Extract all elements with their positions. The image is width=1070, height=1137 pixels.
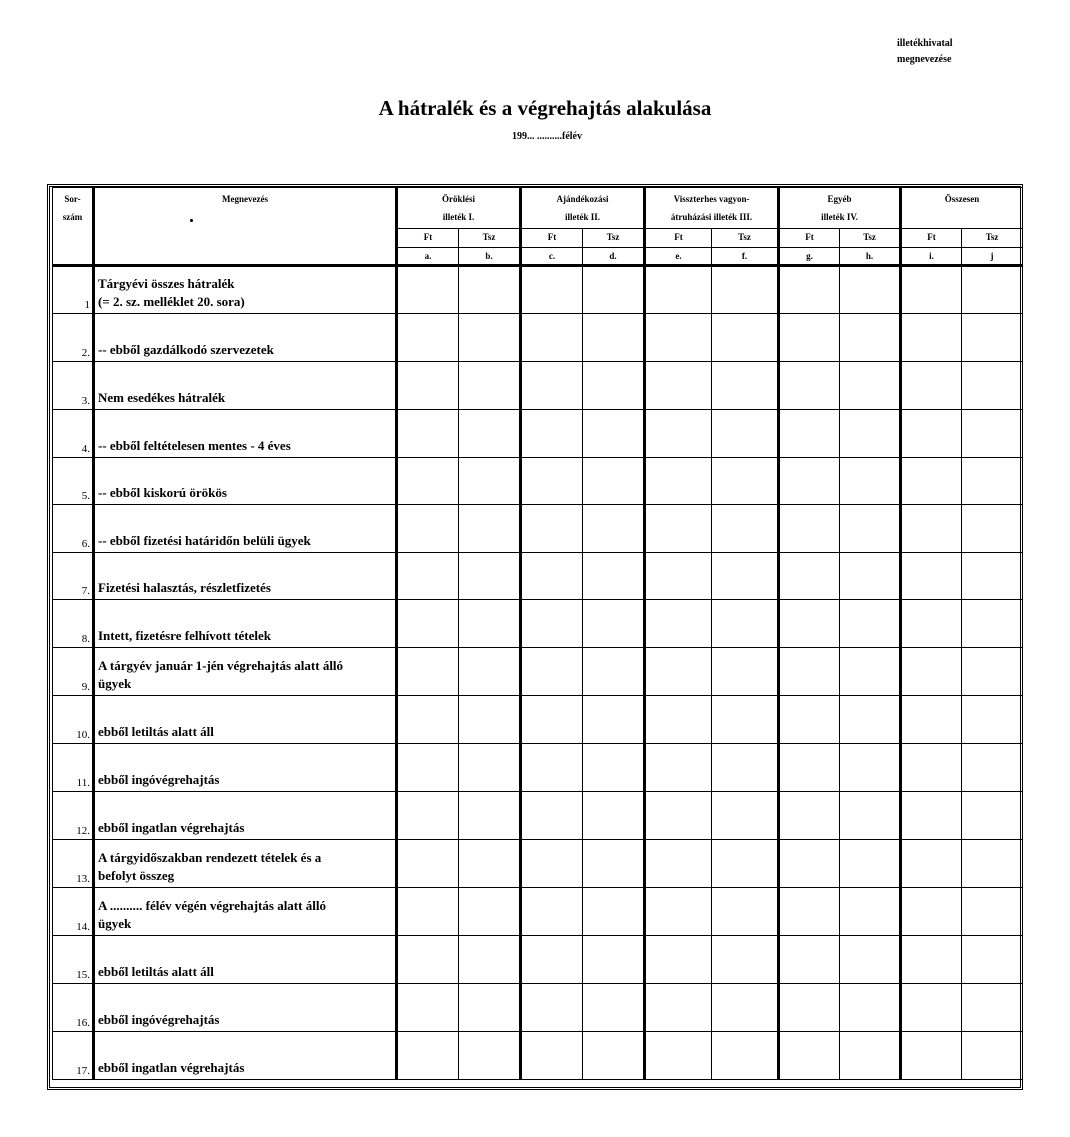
letter-header: g.	[779, 248, 840, 266]
group-header-other	[779, 188, 901, 229]
data-cell[interactable]	[962, 458, 1023, 505]
data-cell[interactable]	[645, 792, 712, 840]
data-cell[interactable]	[962, 936, 1023, 984]
data-cell[interactable]	[645, 936, 712, 984]
data-cell[interactable]	[779, 840, 840, 888]
row-number: 8.	[53, 600, 94, 648]
data-cell[interactable]	[645, 1032, 712, 1080]
data-cell[interactable]	[712, 744, 779, 792]
data-cell[interactable]	[645, 840, 712, 888]
row-label-line1: ebből letiltás alatt áll	[98, 724, 214, 739]
table-row	[53, 1032, 1023, 1080]
group-4-line1: Összesen	[944, 194, 980, 204]
data-cell[interactable]	[779, 936, 840, 984]
unit-header: Ft	[521, 229, 583, 248]
row-number: 17.	[53, 1032, 94, 1080]
data-cell[interactable]	[645, 984, 712, 1032]
data-cell[interactable]	[840, 792, 901, 840]
data-cell[interactable]	[840, 744, 901, 792]
data-cell[interactable]	[779, 1032, 840, 1080]
group-0-line2: illeték I.	[442, 212, 475, 222]
letter-header: i.	[901, 248, 962, 266]
col-header-name-label: Megnevezés	[222, 194, 268, 204]
data-cell[interactable]	[459, 600, 521, 648]
data-cell[interactable]	[779, 458, 840, 505]
data-cell[interactable]	[840, 266, 901, 314]
data-cell[interactable]	[459, 840, 521, 888]
data-cell[interactable]	[779, 505, 840, 553]
data-cell[interactable]	[459, 362, 521, 410]
data-cell[interactable]	[397, 314, 459, 362]
data-cell[interactable]	[459, 553, 521, 600]
row-number: 4.	[53, 410, 94, 458]
data-cell[interactable]	[712, 984, 779, 1032]
data-cell[interactable]	[397, 696, 459, 744]
data-cell[interactable]	[583, 505, 645, 553]
data-cell[interactable]	[840, 936, 901, 984]
unit-header: Tsz	[583, 229, 645, 248]
row-number: 12.	[53, 792, 94, 840]
data-cell[interactable]	[779, 744, 840, 792]
data-cell[interactable]	[840, 410, 901, 458]
data-cell[interactable]	[583, 600, 645, 648]
row-number: 7.	[53, 553, 94, 600]
arrears-table	[52, 187, 1023, 1080]
row-number: 10.	[53, 696, 94, 744]
data-cell[interactable]	[645, 696, 712, 744]
row-label-line1: Nem esedékes hátralék	[98, 390, 226, 405]
data-cell[interactable]	[645, 266, 712, 314]
data-cell[interactable]	[645, 648, 712, 696]
row-label-line1: A tárgyidőszakban rendezett tételek és a	[98, 850, 322, 865]
data-cell[interactable]	[583, 888, 645, 936]
data-cell[interactable]	[901, 888, 962, 936]
group-3-line1: Egyéb	[827, 194, 852, 204]
data-cell[interactable]	[397, 458, 459, 505]
data-cell[interactable]	[840, 458, 901, 505]
data-cell[interactable]	[901, 1032, 962, 1080]
data-cell[interactable]	[459, 936, 521, 984]
data-cell[interactable]	[583, 936, 645, 984]
table-row	[53, 888, 1023, 936]
col-header-number	[53, 188, 94, 266]
data-cell[interactable]	[901, 553, 962, 600]
table-row	[53, 984, 1023, 1032]
unit-header: Tsz	[962, 229, 1023, 248]
data-cell[interactable]	[397, 1032, 459, 1080]
table-row	[53, 362, 1023, 410]
data-cell[interactable]	[521, 984, 583, 1032]
letter-header: j	[962, 248, 1023, 266]
data-cell[interactable]	[645, 458, 712, 505]
data-cell[interactable]	[962, 266, 1023, 314]
data-cell[interactable]	[779, 792, 840, 840]
data-cell[interactable]	[779, 648, 840, 696]
data-cell[interactable]	[901, 600, 962, 648]
data-cell[interactable]	[779, 888, 840, 936]
unit-header: Ft	[645, 229, 712, 248]
row-number: 9.	[53, 648, 94, 696]
data-cell[interactable]	[397, 266, 459, 314]
row-label	[94, 696, 397, 744]
row-label	[94, 840, 397, 888]
data-cell[interactable]	[901, 792, 962, 840]
data-cell[interactable]	[583, 984, 645, 1032]
table-row	[53, 600, 1023, 648]
data-cell[interactable]	[779, 362, 840, 410]
data-cell[interactable]	[712, 840, 779, 888]
data-cell[interactable]	[901, 410, 962, 458]
data-cell[interactable]	[397, 984, 459, 1032]
col-header-number-line2: szám	[62, 212, 83, 222]
data-cell[interactable]	[583, 840, 645, 888]
unit-header: Tsz	[840, 229, 901, 248]
data-cell[interactable]	[962, 553, 1023, 600]
row-label-line1: A tárgyév január 1-jén végrehajtás alatt álló	[98, 658, 344, 673]
header-row-groups	[53, 188, 1023, 229]
row-label-line2: ügyek	[98, 676, 132, 691]
data-cell[interactable]	[712, 553, 779, 600]
table-row	[53, 458, 1023, 505]
data-cell[interactable]	[779, 696, 840, 744]
data-cell[interactable]	[397, 410, 459, 458]
data-cell[interactable]	[521, 648, 583, 696]
data-cell[interactable]	[521, 936, 583, 984]
data-cell[interactable]	[962, 600, 1023, 648]
row-number: 11.	[53, 744, 94, 792]
group-2-line1: Visszterhes vagyon-	[673, 194, 750, 204]
table-row	[53, 553, 1023, 600]
unit-header: Tsz	[459, 229, 521, 248]
data-cell[interactable]	[459, 505, 521, 553]
office-line-1: illetékhivatal	[897, 38, 953, 49]
tax-office-name-label	[897, 36, 953, 68]
row-label-line1: -- ebből gazdálkodó szervezetek	[98, 342, 274, 357]
row-label	[94, 410, 397, 458]
data-cell[interactable]	[901, 936, 962, 984]
data-cell[interactable]	[521, 600, 583, 648]
data-cell[interactable]	[459, 744, 521, 792]
data-cell[interactable]	[840, 984, 901, 1032]
data-cell[interactable]	[901, 744, 962, 792]
data-cell[interactable]	[397, 648, 459, 696]
table-row	[53, 840, 1023, 888]
data-cell[interactable]	[583, 362, 645, 410]
office-line-2: megnevezése	[897, 54, 952, 65]
data-cell[interactable]	[645, 553, 712, 600]
row-label-line2: (= 2. sz. melléklet 20. sora)	[98, 294, 245, 309]
data-cell[interactable]	[901, 458, 962, 505]
table-row	[53, 314, 1023, 362]
data-cell[interactable]	[397, 553, 459, 600]
data-cell[interactable]	[712, 888, 779, 936]
data-cell[interactable]	[712, 936, 779, 984]
data-cell[interactable]	[962, 505, 1023, 553]
row-number: 16.	[53, 984, 94, 1032]
data-cell[interactable]	[397, 362, 459, 410]
data-cell[interactable]	[583, 314, 645, 362]
data-cell[interactable]	[712, 458, 779, 505]
data-cell[interactable]	[521, 314, 583, 362]
group-2-line2: átruházási illeték III.	[670, 212, 753, 222]
data-cell[interactable]	[397, 505, 459, 553]
data-cell[interactable]	[397, 840, 459, 888]
data-cell[interactable]	[459, 984, 521, 1032]
data-cell[interactable]	[779, 410, 840, 458]
table-row	[53, 696, 1023, 744]
group-0-line1: Öröklési	[442, 194, 475, 204]
row-label-line1: Intett, fizetésre felhívott tételek	[98, 628, 272, 643]
row-label	[94, 362, 397, 410]
data-cell[interactable]	[645, 410, 712, 458]
unit-header: Ft	[397, 229, 459, 248]
group-header-inheritance	[397, 188, 521, 229]
data-cell[interactable]	[583, 458, 645, 505]
row-number: 13.	[53, 840, 94, 888]
data-cell[interactable]	[459, 648, 521, 696]
row-label-line1: Fizetési halasztás, részletfizetés	[98, 580, 271, 595]
row-label	[94, 984, 397, 1032]
row-label	[94, 744, 397, 792]
row-label	[94, 648, 397, 696]
group-1-line2: illeték II.	[565, 212, 600, 222]
row-label	[94, 936, 397, 984]
data-cell[interactable]	[901, 696, 962, 744]
data-cell[interactable]	[840, 1032, 901, 1080]
data-cell[interactable]	[645, 505, 712, 553]
row-label-line1: Tárgyévi összes hátralék	[98, 276, 235, 291]
data-cell[interactable]	[712, 696, 779, 744]
row-number: 14.	[53, 888, 94, 936]
data-cell[interactable]	[459, 1032, 521, 1080]
data-cell[interactable]	[840, 553, 901, 600]
data-cell[interactable]	[962, 840, 1023, 888]
data-cell[interactable]	[397, 792, 459, 840]
stray-dot	[95, 208, 395, 230]
data-cell[interactable]	[901, 314, 962, 362]
data-cell[interactable]	[583, 792, 645, 840]
data-cell[interactable]	[645, 600, 712, 648]
data-cell[interactable]	[962, 362, 1023, 410]
data-cell[interactable]	[645, 362, 712, 410]
data-cell[interactable]	[962, 984, 1023, 1032]
data-cell[interactable]	[840, 648, 901, 696]
letter-header: d.	[583, 248, 645, 266]
data-cell[interactable]	[779, 314, 840, 362]
row-label	[94, 314, 397, 362]
row-label	[94, 888, 397, 936]
data-cell[interactable]	[712, 600, 779, 648]
data-cell[interactable]	[840, 840, 901, 888]
unit-header: Tsz	[712, 229, 779, 248]
data-cell[interactable]	[459, 458, 521, 505]
row-number: 15.	[53, 936, 94, 984]
data-cell[interactable]	[459, 314, 521, 362]
data-cell[interactable]	[645, 314, 712, 362]
data-cell[interactable]	[962, 888, 1023, 936]
row-label	[94, 1032, 397, 1080]
data-cell[interactable]	[712, 410, 779, 458]
data-cell[interactable]	[397, 744, 459, 792]
row-number: 1	[53, 266, 94, 314]
data-cell[interactable]	[521, 840, 583, 888]
data-cell[interactable]	[962, 792, 1023, 840]
data-cell[interactable]	[840, 505, 901, 553]
data-cell[interactable]	[901, 984, 962, 1032]
data-cell[interactable]	[583, 1032, 645, 1080]
row-label	[94, 266, 397, 314]
data-cell[interactable]	[583, 410, 645, 458]
data-cell[interactable]	[712, 505, 779, 553]
row-label	[94, 458, 397, 505]
data-cell[interactable]	[521, 792, 583, 840]
row-label-line2: befolyt összeg	[98, 868, 175, 883]
row-label-line1: -- ebből feltételesen mentes - 4 éves	[98, 438, 291, 453]
data-cell[interactable]	[583, 648, 645, 696]
letter-header: b.	[459, 248, 521, 266]
data-cell[interactable]	[712, 1032, 779, 1080]
data-cell[interactable]	[521, 362, 583, 410]
data-cell[interactable]	[840, 314, 901, 362]
data-cell[interactable]	[840, 362, 901, 410]
data-cell[interactable]	[459, 266, 521, 314]
unit-header: Ft	[901, 229, 962, 248]
data-cell[interactable]	[962, 1032, 1023, 1080]
table-row	[53, 505, 1023, 553]
data-cell[interactable]	[521, 458, 583, 505]
data-cell[interactable]	[712, 792, 779, 840]
data-cell[interactable]	[712, 314, 779, 362]
data-cell[interactable]	[840, 888, 901, 936]
data-cell[interactable]	[901, 505, 962, 553]
data-cell[interactable]	[583, 696, 645, 744]
data-cell[interactable]	[901, 362, 962, 410]
data-cell[interactable]	[459, 888, 521, 936]
row-label-line1: ebből letiltás alatt áll	[98, 964, 214, 979]
data-cell[interactable]	[583, 553, 645, 600]
row-number: 3.	[53, 362, 94, 410]
table-row	[53, 266, 1023, 314]
data-cell[interactable]	[459, 696, 521, 744]
data-cell[interactable]	[521, 505, 583, 553]
data-cell[interactable]	[901, 840, 962, 888]
group-3-line2: illeték IV.	[821, 212, 858, 222]
row-label-line1: -- ebből fizetési határidőn belüli ügyek	[98, 533, 311, 548]
data-cell[interactable]	[521, 1032, 583, 1080]
row-label-line2: ügyek	[98, 916, 132, 931]
letter-header: a.	[397, 248, 459, 266]
group-1-line1: Ajándékozási	[556, 194, 609, 204]
group-header-property-transfer	[645, 188, 779, 229]
data-cell[interactable]	[712, 362, 779, 410]
data-cell[interactable]	[397, 936, 459, 984]
row-label	[94, 553, 397, 600]
data-cell[interactable]	[901, 648, 962, 696]
row-label-line1: ebből ingóvégrehajtás	[98, 772, 220, 787]
data-cell[interactable]	[901, 266, 962, 314]
col-header-name	[94, 188, 397, 266]
data-cell[interactable]	[521, 266, 583, 314]
data-cell[interactable]	[712, 648, 779, 696]
data-cell[interactable]	[962, 696, 1023, 744]
data-cell[interactable]	[521, 696, 583, 744]
group-header-gift	[521, 188, 645, 229]
data-cell[interactable]	[962, 648, 1023, 696]
data-cell[interactable]	[779, 266, 840, 314]
letter-header: e.	[645, 248, 712, 266]
data-cell[interactable]	[521, 888, 583, 936]
row-label-line1: -- ebből kiskorú örökös	[98, 485, 227, 500]
data-cell[interactable]	[779, 600, 840, 648]
data-cell[interactable]	[840, 696, 901, 744]
data-cell[interactable]	[459, 410, 521, 458]
data-cell[interactable]	[397, 888, 459, 936]
row-number: 2.	[53, 314, 94, 362]
page-subtitle: 199... ..........félév	[512, 131, 582, 142]
letter-header: h.	[840, 248, 901, 266]
data-cell[interactable]	[521, 553, 583, 600]
data-cell[interactable]	[779, 984, 840, 1032]
letter-header: c.	[521, 248, 583, 266]
letter-header: f.	[712, 248, 779, 266]
table-row	[53, 792, 1023, 840]
row-label	[94, 792, 397, 840]
data-cell[interactable]	[583, 266, 645, 314]
row-label	[94, 505, 397, 553]
data-cell[interactable]	[779, 553, 840, 600]
table-row	[53, 410, 1023, 458]
row-number: 6.	[53, 505, 94, 553]
table-row	[53, 744, 1023, 792]
row-label-line1: ebből ingatlan végrehajtás	[98, 820, 245, 835]
data-cell[interactable]	[397, 600, 459, 648]
unit-header: Ft	[779, 229, 840, 248]
row-label-line1: ebből ingóvégrehajtás	[98, 1012, 220, 1027]
row-number: 5.	[53, 458, 94, 505]
data-cell[interactable]	[583, 744, 645, 792]
data-cell[interactable]	[645, 744, 712, 792]
page-title: A hátralék és a végrehajtás alakulása	[378, 96, 712, 120]
data-cell[interactable]	[962, 744, 1023, 792]
table-row	[53, 648, 1023, 696]
row-label-line1: A .......... félév végén végrehajtás alatt álló	[98, 898, 326, 913]
data-cell[interactable]	[962, 314, 1023, 362]
data-cell[interactable]	[459, 792, 521, 840]
group-header-total	[901, 188, 1023, 229]
data-cell[interactable]	[521, 744, 583, 792]
data-cell[interactable]	[712, 266, 779, 314]
data-cell[interactable]	[521, 410, 583, 458]
row-label	[94, 600, 397, 648]
col-header-number-line1: Sor-	[64, 194, 81, 204]
data-cell[interactable]	[645, 888, 712, 936]
row-label-line1: ebből ingatlan végrehajtás	[98, 1060, 245, 1075]
data-cell[interactable]	[962, 410, 1023, 458]
table-row	[53, 936, 1023, 984]
data-cell[interactable]	[840, 600, 901, 648]
